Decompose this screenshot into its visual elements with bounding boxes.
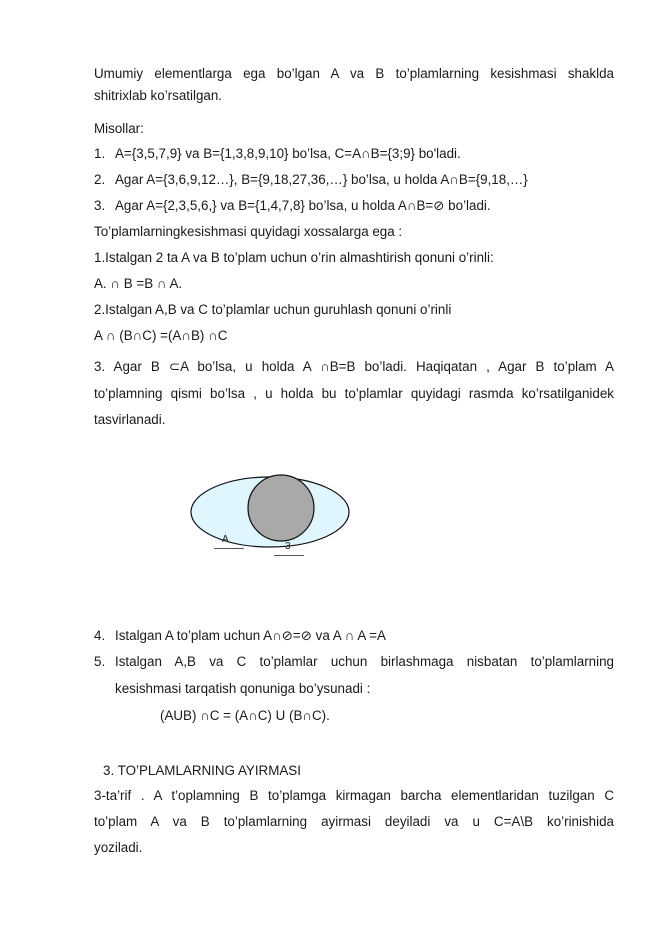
property-5-formula: (AUB) ∩C = (A∩C) U (B∩C). xyxy=(160,708,330,723)
example-2-text: Agar A={3,6,9,12…}, B={9,18,27,36,…} bo’lsa, u holda A∩B={9,18,…} xyxy=(115,172,528,187)
section-heading: 3. TO’PLAMLARNING AYIRMASI xyxy=(103,763,301,778)
example-3-text: Agar A={2,3,5,6,} va B={1,4,7,8} bo’lsa, u holda A∩B=⊘ bo’ladi. xyxy=(115,198,491,213)
property-5-line-1: Istalgan A,B va C to’plamlar uchun birlashmaga nisbatan to’plamlarning xyxy=(115,654,614,669)
property-3-line-3: tasvirlanadi. xyxy=(94,412,166,427)
definition-line-1: 3-ta’rif . A t’oplamning B to’plamga kirmagan barcha elementlaridan tuzilgan C xyxy=(94,788,614,803)
property-3-line-1: 3. Agar B ⊂A bo’lsa, u holda A ∩B=B bo’ladi. Haqiqatan , Agar B to’plam A xyxy=(94,359,614,374)
property-4-number: 4. xyxy=(94,628,106,643)
examples-heading: Misollar: xyxy=(94,121,144,136)
property-1-formula: A. ∩ B =B ∩ A. xyxy=(94,276,183,291)
example-2-number: 2. xyxy=(94,172,106,187)
property-5-number: 5. xyxy=(94,654,106,669)
example-1-text: A={3,5,7,9} va B={1,3,8,9,10} bo’lsa, C=A∩B={3;9} bo'ladi. xyxy=(115,146,461,161)
set-b-label: 3 xyxy=(285,541,291,552)
property-3-line-2: to’plamning qismi bo’lsa , u holda bu to’plamlar quyidagi rasmda ko’rsatilganidek xyxy=(94,386,614,401)
definition-line-2: to’plam A va B to’plamlarning ayirmasi deyiladi va u C=A\B ko’rinishida xyxy=(94,814,614,829)
property-2-formula: A ∩ (B∩C) =(A∩B) ∩C xyxy=(94,328,228,343)
intro-line-2: shitrixlab ko’rsatilgan. xyxy=(94,88,223,103)
example-3-number: 3. xyxy=(94,198,106,213)
definition-line-3: yoziladi. xyxy=(94,840,143,855)
property-2-title: 2.Istalgan A,B va C to’plamlar uchun guruhlash qonuni o’rinli xyxy=(94,302,452,317)
set-b-label-underline xyxy=(274,555,304,556)
intro-line-1: Umumiy elementlarga ega bo’lgan A va B to’plamlarning kesishmasi shaklda xyxy=(94,66,614,81)
property-5-line-2: kesishmasi tarqatish qonuniga bo’ysunadi : xyxy=(115,681,371,696)
properties-intro: To’plamlarningkesishmasi quyidagi xossalarga ega : xyxy=(94,224,403,239)
set-a-label-underline xyxy=(214,548,244,549)
property-4-text: Istalgan A to’plam uchun A∩⊘=⊘ va A ∩ A =A xyxy=(115,628,386,643)
property-1-title: 1.Istalgan 2 ta A va B to’plam uchun o’rin almashtirish qonuni o’rinli: xyxy=(94,250,494,265)
set-a-label: A xyxy=(222,534,229,545)
subset-venn-diagram xyxy=(190,470,350,560)
set-b-circle xyxy=(248,475,314,541)
example-1-number: 1. xyxy=(94,146,106,161)
